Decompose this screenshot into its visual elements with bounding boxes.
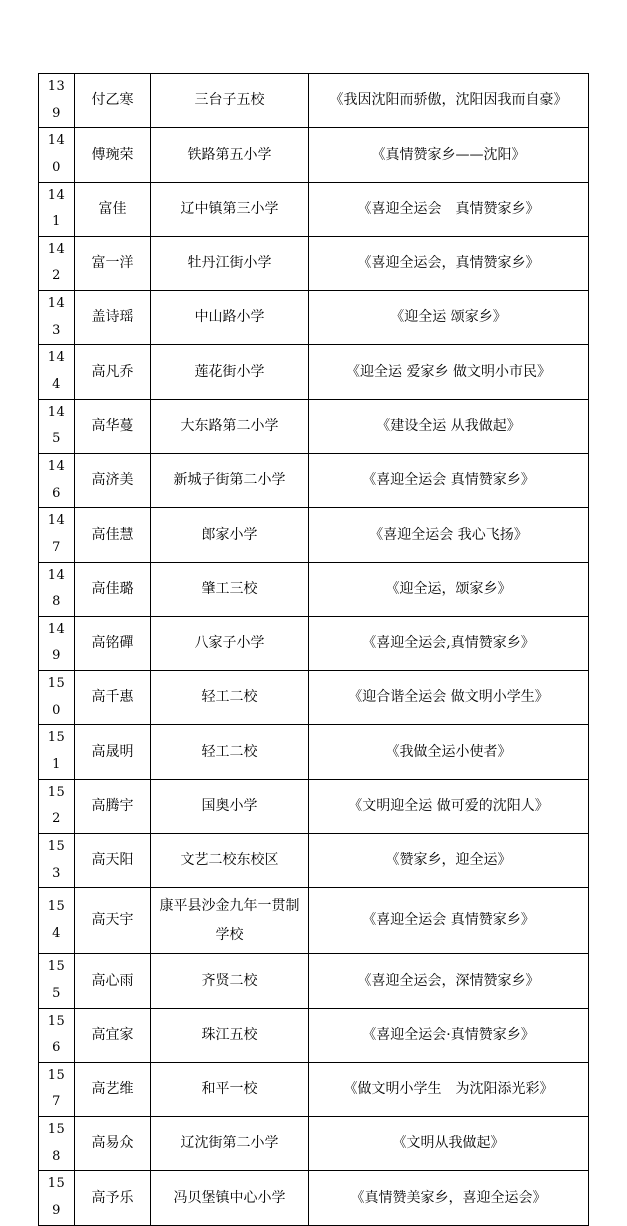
- cell-school: 郎家小学: [151, 508, 309, 562]
- cell-name: 高心雨: [75, 954, 151, 1008]
- cell-title: 《迎全运 颂家乡》: [309, 291, 589, 345]
- cell-name: 高宜家: [75, 1008, 151, 1062]
- cell-name: 高佳慧: [75, 508, 151, 562]
- table-row: [39, 833, 589, 887]
- cell-number: 154: [39, 888, 75, 954]
- cell-name: 高凡乔: [75, 345, 151, 399]
- cell-name: 高腾宇: [75, 779, 151, 833]
- cell-title: 《喜迎全运会 真情赞家乡》: [309, 453, 589, 507]
- cell-title: 《文明从我做起》: [309, 1117, 589, 1171]
- cell-number: 149: [39, 616, 75, 670]
- table-row: [39, 888, 589, 954]
- cell-name: 付乙寒: [75, 74, 151, 128]
- table-row: [39, 453, 589, 507]
- cell-school: 八家子小学: [151, 616, 309, 670]
- cell-title: 《迎合谐全运会 做文明小学生》: [309, 671, 589, 725]
- cell-title: 《赞家乡，迎全运》: [309, 833, 589, 887]
- cell-title: 《喜迎全运会·真情赞家乡》: [309, 1008, 589, 1062]
- cell-school: 国奥小学: [151, 779, 309, 833]
- cell-title: 《我做全运小使者》: [309, 725, 589, 779]
- cell-school: 康平县沙金九年一贯制学校: [151, 888, 309, 954]
- cell-school: 轻工二校: [151, 725, 309, 779]
- cell-title: 《喜迎全运会 真情赞家乡》: [309, 182, 589, 236]
- cell-number: 142: [39, 236, 75, 290]
- cell-school: 和平一校: [151, 1062, 309, 1116]
- cell-number: 144: [39, 345, 75, 399]
- cell-school: 辽中镇第三小学: [151, 182, 309, 236]
- cell-school: 文艺二校东校区: [151, 833, 309, 887]
- cell-title: 《我因沈阳而骄傲，沈阳因我而自豪》: [309, 74, 589, 128]
- table-row: [39, 1117, 589, 1171]
- cell-school: 莲花街小学: [151, 345, 309, 399]
- cell-name: 高天阳: [75, 833, 151, 887]
- cell-number: 140: [39, 128, 75, 182]
- cell-title: 《迎全运，颂家乡》: [309, 562, 589, 616]
- cell-number: 143: [39, 291, 75, 345]
- cell-name: 高艺维: [75, 1062, 151, 1116]
- table-row: [39, 562, 589, 616]
- cell-title: 《迎全运 爱家乡 做文明小市民》: [309, 345, 589, 399]
- cell-number: 157: [39, 1062, 75, 1116]
- cell-school: 肇工三校: [151, 562, 309, 616]
- table-row: [39, 399, 589, 453]
- cell-number: 141: [39, 182, 75, 236]
- table-row: [39, 616, 589, 670]
- cell-number: 145: [39, 399, 75, 453]
- cell-number: 147: [39, 508, 75, 562]
- cell-name: 高济美: [75, 453, 151, 507]
- cell-number: 158: [39, 1117, 75, 1171]
- cell-title: 《喜迎全运会 真情赞家乡》: [309, 888, 589, 954]
- cell-school: 轻工二校: [151, 671, 309, 725]
- cell-school: 铁路第五小学: [151, 128, 309, 182]
- table-row: [39, 1171, 589, 1225]
- cell-name: 高铭磾: [75, 616, 151, 670]
- cell-number: 150: [39, 671, 75, 725]
- cell-number: 156: [39, 1008, 75, 1062]
- cell-school: 辽沈街第二小学: [151, 1117, 309, 1171]
- cell-name: 富佳: [75, 182, 151, 236]
- table-row: [39, 182, 589, 236]
- table-row: [39, 779, 589, 833]
- cell-title: 《建设全运 从我做起》: [309, 399, 589, 453]
- contest-entries-table-body: [39, 74, 589, 1226]
- cell-name: 高易众: [75, 1117, 151, 1171]
- table-row: [39, 128, 589, 182]
- cell-school: 齐贤二校: [151, 954, 309, 1008]
- cell-number: 152: [39, 779, 75, 833]
- cell-school: 珠江五校: [151, 1008, 309, 1062]
- cell-number: 153: [39, 833, 75, 887]
- cell-name: 高予乐: [75, 1171, 151, 1225]
- cell-number: 151: [39, 725, 75, 779]
- cell-name: 高晟明: [75, 725, 151, 779]
- cell-name: 高华蔓: [75, 399, 151, 453]
- cell-title: 《喜迎全运会，深情赞家乡》: [309, 954, 589, 1008]
- cell-name: 富一洋: [75, 236, 151, 290]
- cell-number: 159: [39, 1171, 75, 1225]
- table-row: [39, 725, 589, 779]
- cell-school: 大东路第二小学: [151, 399, 309, 453]
- cell-name: 傅琬荣: [75, 128, 151, 182]
- cell-school: 三台子五校: [151, 74, 309, 128]
- cell-number: 139: [39, 74, 75, 128]
- cell-title: 《做文明小学生 为沈阳添光彩》: [309, 1062, 589, 1116]
- table-row: [39, 508, 589, 562]
- table-row: [39, 1062, 589, 1116]
- cell-number: 148: [39, 562, 75, 616]
- cell-title: 《真情赞美家乡，喜迎全运会》: [309, 1171, 589, 1225]
- cell-number: 155: [39, 954, 75, 1008]
- cell-name: 高佳璐: [75, 562, 151, 616]
- table-row: [39, 291, 589, 345]
- cell-title: 《喜迎全运会 我心飞扬》: [309, 508, 589, 562]
- table-row: [39, 1008, 589, 1062]
- table-row: [39, 671, 589, 725]
- cell-name: 高天宇: [75, 888, 151, 954]
- contest-entries-table: [38, 73, 589, 1226]
- cell-title: 《真情赞家乡——沈阳》: [309, 128, 589, 182]
- cell-title: 《文明迎全运 做可爱的沈阳人》: [309, 779, 589, 833]
- table-row: [39, 954, 589, 1008]
- table-row: [39, 345, 589, 399]
- cell-name: 盖诗瑶: [75, 291, 151, 345]
- table-row: [39, 236, 589, 290]
- cell-title: 《喜迎全运会,真情赞家乡》: [309, 616, 589, 670]
- cell-school: 新城子街第二小学: [151, 453, 309, 507]
- cell-name: 高千惠: [75, 671, 151, 725]
- table-row: [39, 74, 589, 128]
- cell-title: 《喜迎全运会，真情赞家乡》: [309, 236, 589, 290]
- cell-number: 146: [39, 453, 75, 507]
- cell-school: 冯贝堡镇中心小学: [151, 1171, 309, 1225]
- cell-school: 牡丹江街小学: [151, 236, 309, 290]
- cell-school: 中山路小学: [151, 291, 309, 345]
